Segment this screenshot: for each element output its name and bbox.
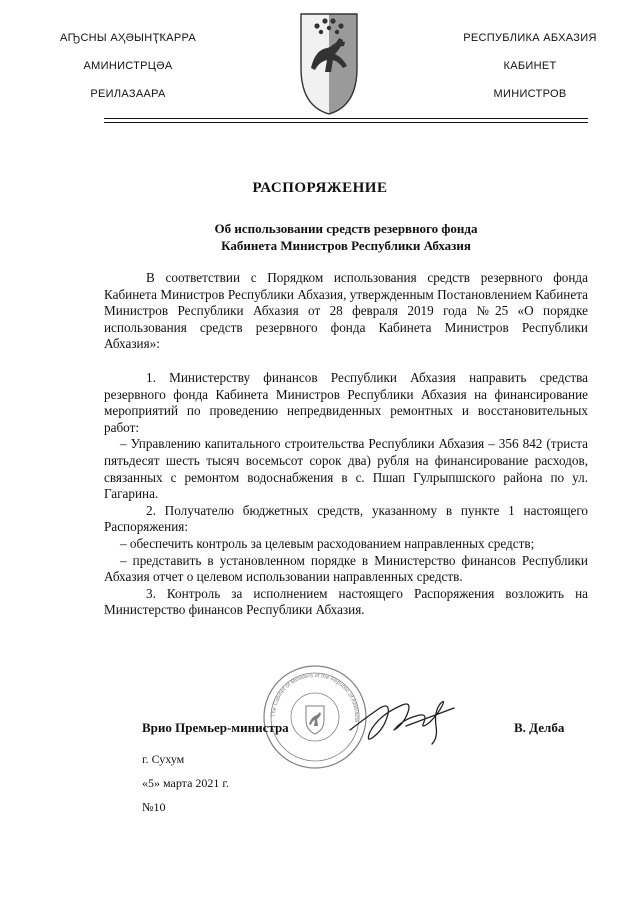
header-left-block [28,28,228,112]
signatory-name: В. Делба [514,720,565,735]
header-right-line-3: МИНИСТРОВ [493,88,567,100]
document-number: №10 [142,800,166,814]
item-1-subitem: – Управлению капитального строительства Республики Абхазия – 356 842 (триста пятьдесят шесть тысяч восемьсот сорок два) рубля на финансирование расходов, связанных с ремонтом водоснабжения в с. Пшап Гулрыпшского района по ул. Гагарина. [104,436,588,502]
item-3-paragraph: 3. Контроль за исполнением настоящего Распоряжения возложить на Министерство финансов Республики Абхазия. [104,585,588,618]
document-title: РАСПОРЯЖЕНИЕ [252,180,388,196]
header-divider-top [104,118,588,119]
document-subtitle [104,220,588,254]
stamp-ring-text: The Cabinet of Ministers of the Republic of Abkhazia [270,672,360,723]
header-right-line-1: РЕСПУБЛИКА АБХАЗИЯ [463,32,597,44]
header-divider-bottom [104,122,588,123]
header-right-block [440,28,620,112]
header-left-line-1: АҦСНЫ АҲӘЫНҬҞАРРА [60,32,196,44]
issue-date: «5» марта 2021 г. [142,776,229,790]
subtitle-line-1: Об использовании средств резервного фонда [214,221,478,236]
item-2-subitem-a: – обеспечить контроль за целевым расходованием направленных средств; [120,535,535,551]
place-of-issue: г. Сухум [142,752,185,766]
header-left-line-3: РЕИЛАЗААРА [90,88,166,100]
intro-paragraph: В соответствии с Порядком использования средств резервного фонда Кабинета Министров Республики Абхазия, утвержденным Постановлением Кабинета Министров Республики Абхазия от 28 февраля 2019 года №25 «О порядке использования средств резервного фонда Кабинета Министров Республики Абхазия»: [104,270,588,352]
item-2-paragraph: 2. Получателю бюджетных средств, указанному в пункте 1 настоящего Распоряжения: [104,502,588,535]
signatory-title: Врио Премьер-министра [142,720,289,735]
coat-of-arms-emblem-icon [297,6,361,116]
header-left-line-2: АМИНИСТРЦӘА [83,60,173,72]
document-body [104,270,588,619]
subtitle-line-2: Кабинета Министров Республики Абхазия [221,238,471,253]
header-right-line-2: КАБИНЕТ [503,60,557,72]
item-2-subitem-b: – представить в установленном порядке в Министерство финансов Республики Абхазия отчет о целевом использовании направленных средств. [104,552,588,585]
item-1-paragraph: 1. Министерству финансов Республики Абхазия направить средства резервного фонда Кабинета Министров Республики Абхазия на финансирование мероприятий по проведению непредвиденных ремонтных и восстановительных работ: [104,369,588,435]
handwritten-signature [346,686,458,750]
